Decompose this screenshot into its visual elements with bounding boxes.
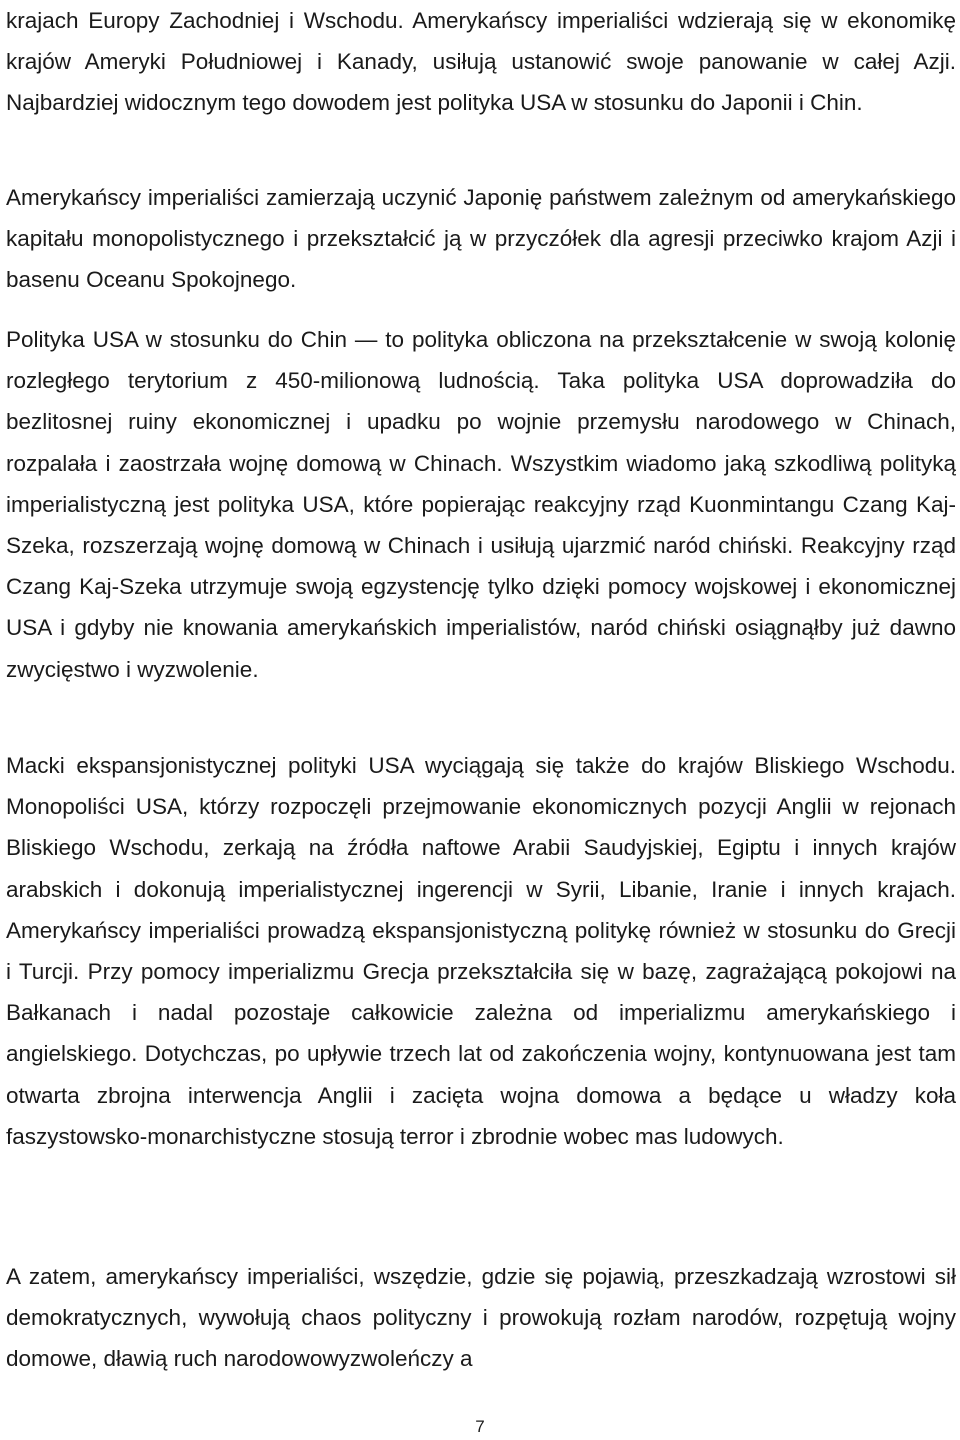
paragraph-1: krajach Europy Zachodniej i Wschodu. Amerykańscy imperialiści wdzierają się w ekonomikę krajów Ameryki Południowej i Kanady, usiłują ustanowić swoje panowanie w całej Azji. Najbardziej widocznym tego dowodem jest polityka USA w stosunku do Japonii i Chin. [6,8,956,116]
paragraph-4: Macki ekspansjonistycznej polityki USA wyciągają się także do krajów Bliskiego Wschodu. Monopoliści USA, którzy rozpoczęli przejmowanie ekonomicznych pozycji Anglii w rejonach Bliskiego Wschodu, zerkają na źródła naftowe Arabii Saudyjskiej, Egiptu i innych krajów arabskich i dokonują imperialistycznej ingerencji w Syrii, Libanie, Iranie i innych krajach. Amerykańscy imperialiści prowadzą ekspansjonistyczną politykę również w stosunku do Grecji i Turcji. Przy pomocy imperializmu Grecja przekształciła się w bazę, zagrażającą pokojowi na Bałkanach i nadal pozostaje całkowicie zależna od imperializmu amerykańskiego i angielskiego. Dotychczas, po upływie trzech lat od zakończenia wojny, kontynuowana jest tam otwarta zbrojna interwencja Anglii i zacięta wojna domowa a będące u władzy koła faszystowsko-monarchistyczne stosują terror i zbrodnie wobec mas ludowych. [6,753,956,1149]
page-number: 7 [475,1417,485,1436]
paragraph-2: Amerykańscy imperialiści zamierzają uczynić Japonię państwem zależnym od amerykańskiego kapitału monopolistycznego i przekształcić ją w przyczółek dla agresji przeciwko krajom Azji i basenu Oceanu Spokojnego. [6,185,956,293]
paragraph-3: Polityka USA w stosunku do Chin — to polityka obliczona na przekształcenie w swoją kolonię rozległego terytorium z 450-milionową ludnością. Taka polityka USA doprowadziła do bezlitosnej ruiny ekonomicznej i upadku po wojnie przemysłu narodowego w Chinach, rozpalała i zaostrzała wojnę domową w Chinach. Wszystkim wiadomo jaką szkodliwą polityką imperialistyczną jest polityka USA, które popierając reakcyjny rząd Kuonmintangu Czang Kaj-Szeka, rozszerzają wojnę domową w Chinach i usiłują ujarzmić naród chiński. Reakcyjny rząd Czang Kaj-Szeka utrzymuje swoją egzystencję tylko dzięki pomocy wojskowej i ekonomicznej USA i gdyby nie knowania amerykańskich imperialistów, naród chiński osiągnąłby już dawno zwycięstwo i wyzwolenie. [6,327,956,682]
paragraph-5: A zatem, amerykańscy imperialiści, wszędzie, gdzie się pojawią, przeszkadzają wzrostowi sił demokratycznych, wywołują chaos polityczny i prowokują rozłam narodów, rozpętują wojny domowe, dławią ruch narodowowyzwoleńczy a [6,1264,956,1372]
